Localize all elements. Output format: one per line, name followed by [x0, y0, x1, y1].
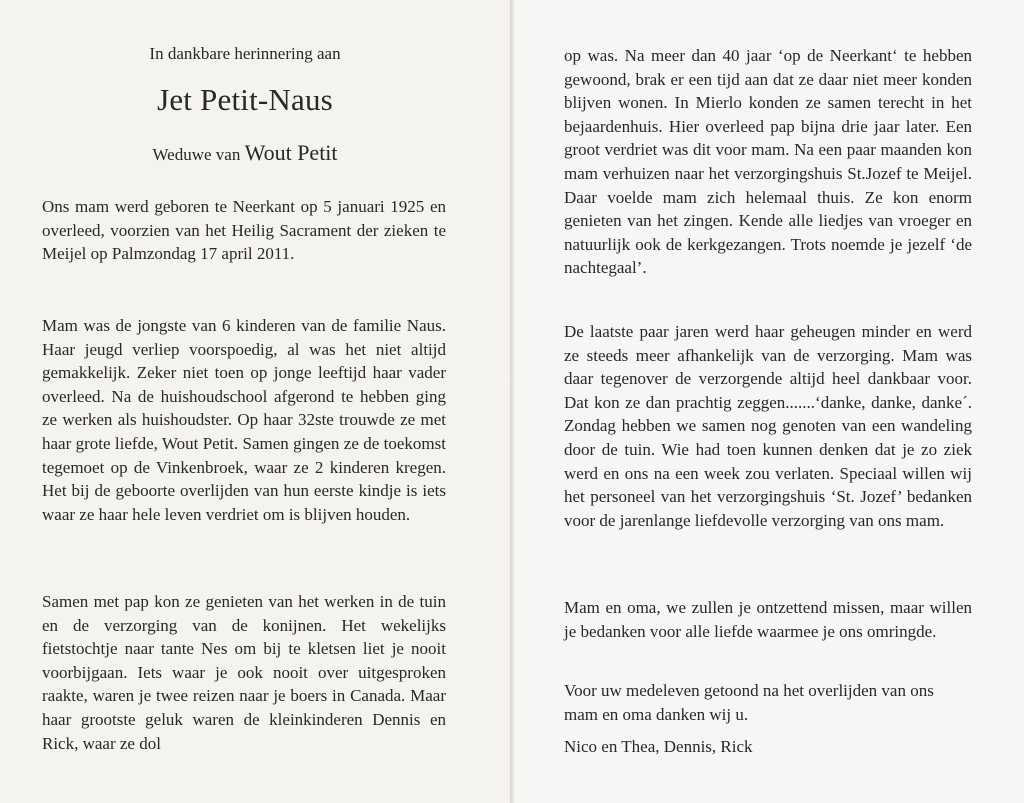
intro-line: In dankbare herinnering aan: [149, 44, 341, 63]
deceased-name: Jet Petit-Naus: [157, 82, 333, 117]
husband-name: Wout Petit: [244, 140, 338, 165]
signature-line: Nico en Thea, Dennis, Rick: [564, 737, 753, 756]
final-years-paragraph: De laatste paar jaren werd haar geheugen minder en werd ze steeds meer afhankelijk van de verzorging. Mam was daar tegenover de verzorgende altijd heel dankbaar voor. Dat kon ze dan prachtig zeggen.......‘danke, danke, danke´. Zondag hebben we samen nog genoten van een wandeling door de tuin. Wie had toen kunnen denken dat je zo ziek werd en ons na een week zou verlaten. Speciaal willen wij het personeel van het verzorgingshuis ‘St. Jozef’ bedanken voor de jarenlange liefdevolle verzorging van ons mam.: [564, 322, 972, 530]
widow-prefix: Weduwe van: [152, 145, 241, 164]
family-paragraph: Samen met pap kon ze genieten van het werken in de tuin en de verzorging van de konijnen. Het wekelijks fietstochtje naar tante Nes om bij te kletsen liet je nooit voorbijgaan. Iets waar je ook nooit over uitgesproken raakte, waren je twee reizen naar je boers in Canada. Maar haar grootste geluk waren de kleinkinderen Dennis en Rick, waar ze dol: [42, 592, 446, 753]
left-page: [0, 0, 510, 803]
birth-death-paragraph: Ons mam werd geboren te Neerkant op 5 januari 1925 en overleed, voorzien van het Heilig Sacrament der zieken te Meijel op Palmzondag 17 april 2011.: [42, 197, 446, 264]
later-years-paragraph: op was. Na meer dan 40 jaar ‘op de Neerkant‘ te hebben gewoond, brak er een tijd aan dat ze daar niet meer konden blijven wonen. In Mierlo konden ze samen terecht in het bejaardenhuis. Hier overleed pap bijna drie jaar later. Een groot verdriet was dit voor mam. Na een paar maanden kon mam verhuizen naar het verzorgingshuis St.Jozef te Meijel. Daar voelde mam zich helemaal thuis. Ze kon enorm genieten van het zingen. Kende alle liedjes van vroeger en natuurlijk ook de kerkgezangen. Trots noemde je jezelf ‘de nachtegaal’.: [564, 46, 972, 278]
life-paragraph: Mam was de jongste van 6 kinderen van de familie Naus. Haar jeugd verliep voorspoedig, al was het niet altijd gemakkelijk. Zeker niet toen op jonge leeftijd haar vader overleed. Na de huishoudschool afgerond te hebben ging ze werken als huishoudster. Op haar 32ste trouwde ze met haar grote liefde, Wout Petit. Samen gingen ze de toekomst tegemoet op de Vinkenbroek, waar ze 2 kinderen kregen. Het bij de geboorte overlijden van hun eerste kindje is iets waar ze haar hele leven verdriet om is blijven houden.: [42, 316, 446, 524]
widow-line: [0, 140, 490, 166]
farewell-paragraph: Mam en oma, we zullen je ontzettend missen, maar willen je bedanken voor alle liefde waarmee je ons omringde.: [564, 598, 972, 641]
thanks-paragraph: Voor uw medeleven getoond na het overlijden van ons mam en oma danken wij u.: [564, 681, 934, 724]
right-page: [514, 0, 1024, 803]
